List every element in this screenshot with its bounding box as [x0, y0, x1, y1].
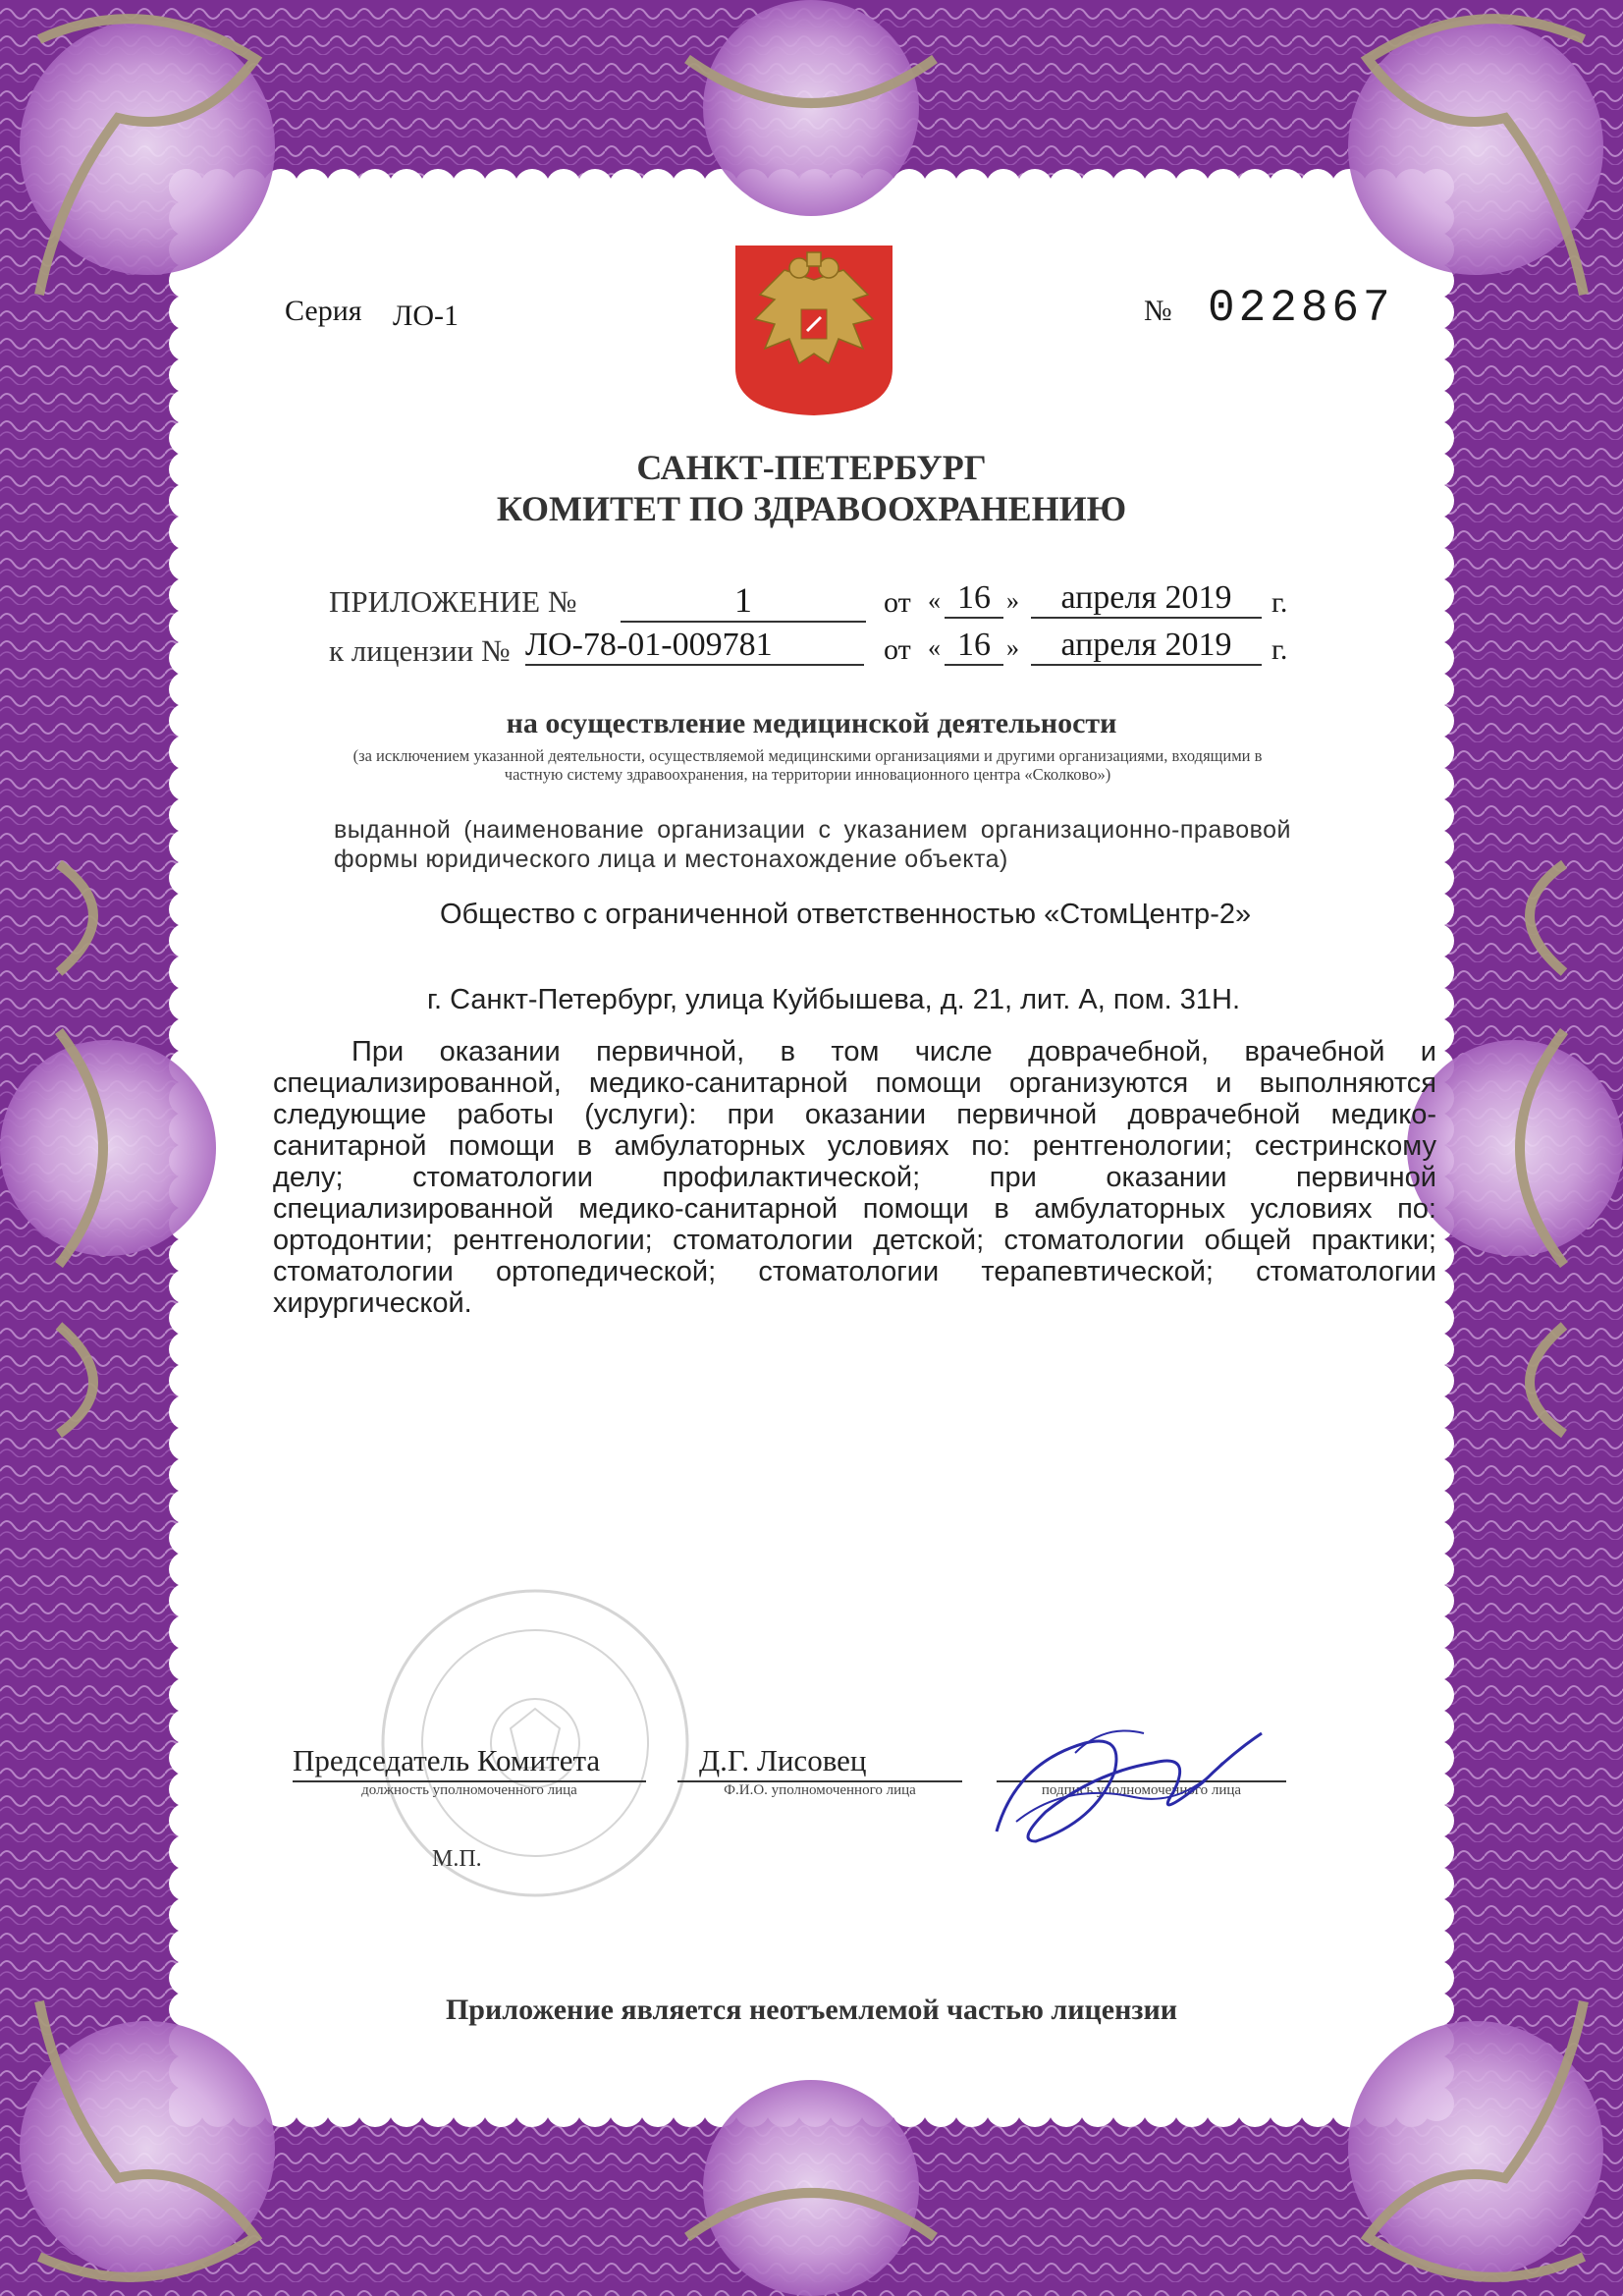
sign-caption: подпись уполномоченного лица — [1041, 1782, 1242, 1798]
license-number: 022867 — [1208, 283, 1394, 334]
signatory-name: Д.Г. Лисовец — [699, 1743, 867, 1777]
license-day: 16 — [945, 627, 1003, 666]
issued-to-text: выданной (наименование организации с указанием организационно-правовой формы юридического лица и местонахождение объекта) — [334, 816, 1291, 873]
organization-address: г. Санкт-Петербург, улица Куйбышева, д. 21, лит. А, пом. 31Н. — [427, 984, 1241, 1015]
activity-note: (за исключением указанной деятельности, осуществляемой медицинскими организациями и другими организациями, входящими в частную систему здравоохранения, на территории инновационного центра «Сколково») — [352, 746, 1263, 784]
quote-open-1: « — [928, 586, 941, 615]
appendix-number: 1 — [621, 579, 866, 623]
appendix-day: 16 — [945, 579, 1003, 619]
appendix-year-suffix: г. — [1271, 586, 1288, 619]
license-from-label: от — [884, 633, 911, 666]
license-month-year: апреля 2019 — [1031, 627, 1262, 666]
appendix-month-year: апреля 2019 — [1031, 579, 1262, 619]
services-text: При оказании первичной, в том числе доврачебной, врачебной и специализированной, медико-санитарной помощи организуются и выполняются следующие работы (услуги): при оказании первичной доврачебной медико-санитарной помощи в амбулаторных условиях по: рентгенологии; сестринскому делу; стоматологии профилактической; при оказании первичной специализированной медико-санитарной помощи в амбулаторных условиях по: ортодонтии; рентгенологии; стоматологии детской; стоматологии общей практики; стоматологии ортопедической; стоматологии терапевтической; стоматологии хирургической. — [273, 1036, 1436, 1319]
license-number-ref: ЛО-78-01-009781 — [525, 627, 864, 666]
header-committee: КОМИТЕТ ПО ЗДРАВООХРАНЕНИЮ — [496, 489, 1127, 528]
name-caption: Ф.И.О. уполномоченного лица — [724, 1782, 916, 1798]
series-label: Серия — [285, 295, 362, 327]
organization-name: Общество с ограниченной ответственностью «СтомЦентр-2» — [440, 899, 1252, 930]
number-sign: № — [1144, 295, 1172, 327]
appendix-from-label: от — [884, 586, 911, 619]
activity-title: на осуществление медицинской деятельности — [506, 707, 1117, 739]
seal-place: М.П. — [432, 1846, 482, 1872]
coat-of-arms — [730, 241, 897, 417]
handwritten-signature — [977, 1704, 1271, 1851]
header-city: САНКТ-ПЕТЕРБУРГ — [636, 448, 987, 487]
signatory-position: Председатель Комитета — [293, 1743, 601, 1777]
quote-close-1: » — [1006, 586, 1019, 615]
quote-open-2: « — [928, 633, 941, 662]
appendix-label: ПРИЛОЖЕНИЕ № — [329, 584, 577, 619]
license-label: к лицензии № — [329, 633, 511, 668]
series-value: ЛО-1 — [393, 300, 460, 332]
quote-close-2: » — [1006, 633, 1019, 662]
license-year-suffix: г. — [1271, 633, 1288, 666]
position-caption: должность уполномоченного лица — [361, 1782, 577, 1798]
footer-note: Приложение является неотъемлемой частью лицензии — [445, 1994, 1178, 2026]
